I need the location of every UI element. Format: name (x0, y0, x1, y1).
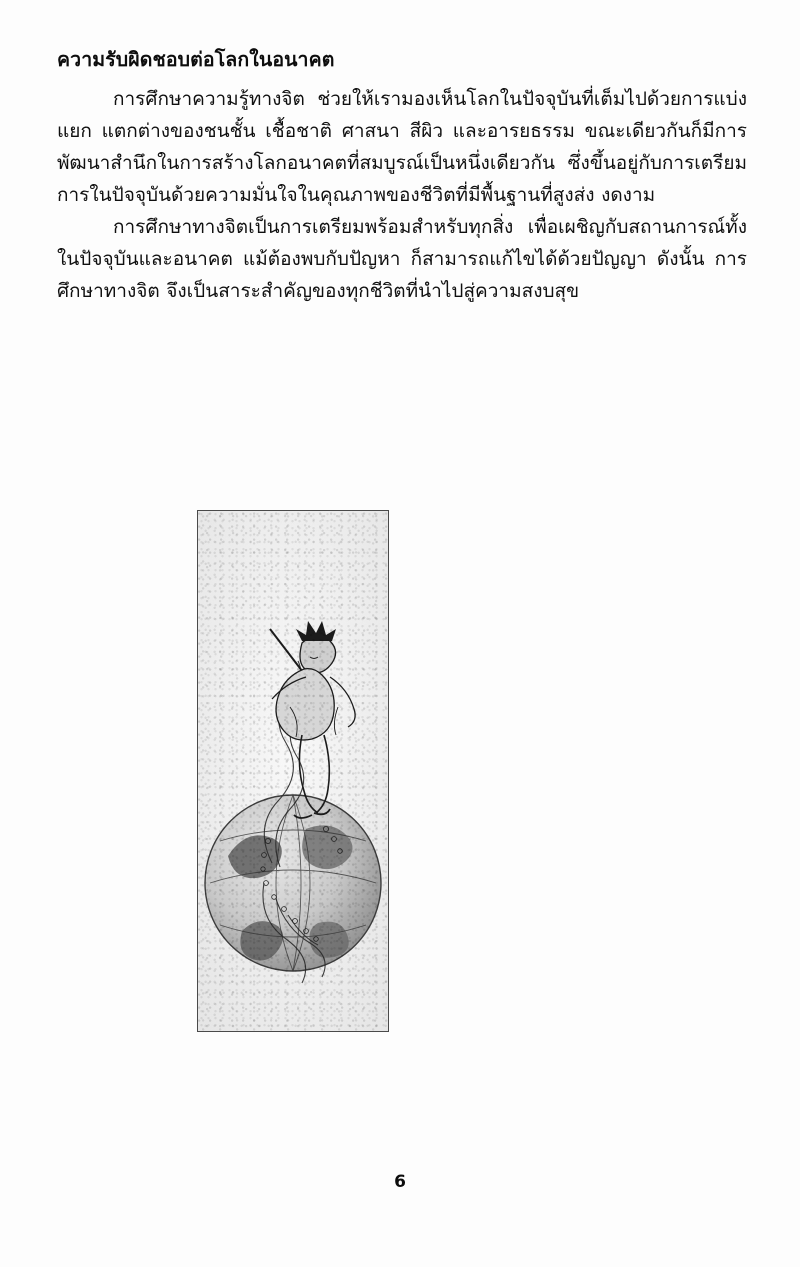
illustration-boy-on-globe (198, 511, 388, 1031)
page-title: ความรับผิดชอบต่อโลกในอนาคต (57, 48, 335, 71)
halftone-texture (198, 511, 388, 1031)
page-content (57, 46, 747, 308)
page-number: 6 (394, 1172, 406, 1192)
body-paragraph-2: การศึกษาทางจิตเป็นการเตรียมพร้อมสำหรับทุกสิ่ง เพื่อเผชิญกับสถานการณ์ทั้งในปัจจุบันและอนาคต แม้ต้องพบกับปัญหา ก็สามารถแก้ไขได้ด้วยปัญญา ดังนั้น การศึกษาทางจิต จึงเป็นสาระสำคัญของทุกชีวิตที่นำไปสู่ความสงบสุข (57, 215, 747, 302)
figure-block (197, 510, 387, 1030)
figure-frame (197, 510, 389, 1032)
body-paragraph-1: การศึกษาความรู้ทางจิต ช่วยให้เรามองเห็นโลกในปัจจุบันที่เต็มไปด้วยการแบ่งแยก แตกต่างของชนชั้น เชื้อชาติ ศาสนา สีผิว และอารยธรรม ขณะเดียวกันก็มีการพัฒนาสำนึกในการสร้างโลกอนาคตที่สมบูรณ์เป็นหนึ่งเดียวกัน ซึ่งขึ้นอยู่กับการเตรียมการในปัจจุบันด้วยความมั่นใจในคุณภาพของชีวิตที่มีพื้นฐานที่สูงส่ง งดงาม (57, 88, 747, 206)
